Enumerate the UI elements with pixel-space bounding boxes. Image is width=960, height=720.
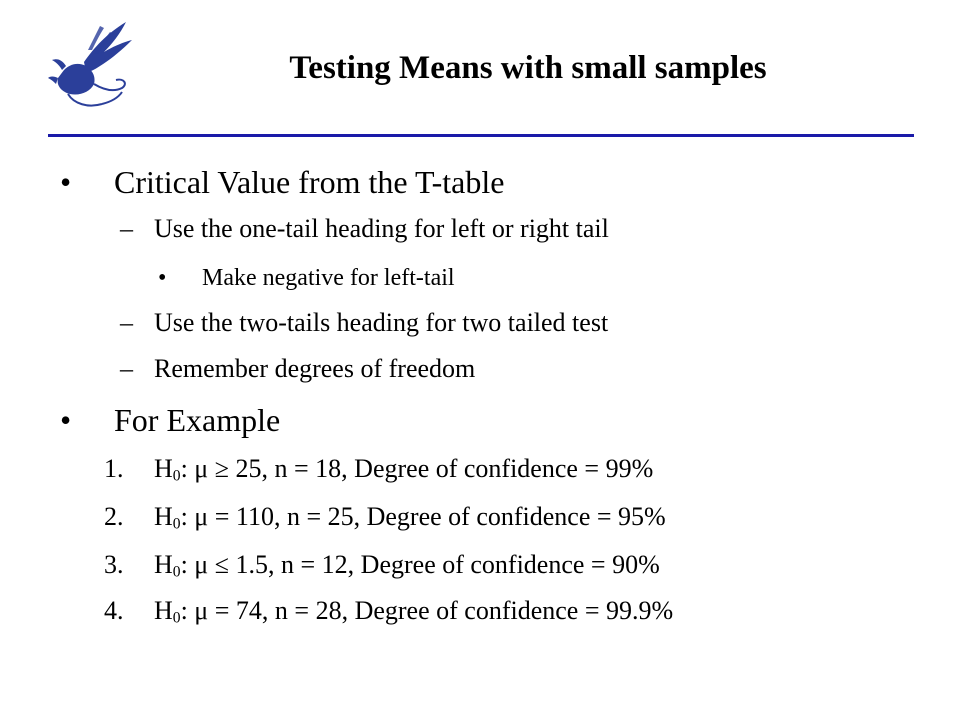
dash-marker: –	[120, 308, 133, 337]
title-divider	[48, 134, 914, 137]
hypothesis-subscript: 0	[172, 467, 181, 485]
number-marker: 3.	[104, 550, 124, 579]
hypothesis-symbol: H	[154, 550, 173, 579]
hypothesis-subscript: 0	[172, 563, 181, 581]
bullet-marker: •	[60, 164, 72, 200]
sub-bullet-text: Use the two-tails heading for two tailed test	[154, 308, 609, 337]
hypothesis-subscript: 0	[172, 609, 181, 627]
example-statement: : μ = 110, n = 25, Degree of confidence = 95%	[180, 502, 666, 531]
number-marker: 1.	[104, 454, 124, 483]
number-marker: 4.	[104, 596, 124, 625]
example-statement: : μ ≤ 1.5, n = 12, Degree of confidence = 90%	[180, 550, 660, 579]
bullet-marker: •	[158, 265, 167, 291]
example-statement: : μ ≥ 25, n = 18, Degree of confidence = 99%	[180, 454, 654, 483]
hypothesis-symbol: H	[154, 454, 173, 483]
example-text	[154, 550, 660, 580]
number-marker: 2.	[104, 502, 124, 531]
example-text	[154, 596, 673, 626]
example-text	[154, 454, 653, 484]
slide-title: Testing Means with small samples	[289, 50, 767, 86]
bullet-marker: •	[60, 402, 72, 438]
example-text	[154, 502, 666, 532]
example-statement: : μ = 74, n = 28, Degree of confidence = 99.9%	[180, 596, 674, 625]
hypothesis-subscript: 0	[172, 515, 181, 533]
hypothesis-symbol: H	[154, 596, 173, 625]
bullet-text: For Example	[114, 402, 281, 438]
sub-bullet-text: Remember degrees of freedom	[154, 354, 476, 383]
dash-marker: –	[120, 214, 133, 243]
sub-bullet-text: Use the one-tail heading for left or right tail	[154, 214, 609, 243]
bullet-text: Critical Value from the T-table	[114, 164, 505, 200]
hypothesis-symbol: H	[154, 502, 173, 531]
dash-marker: –	[120, 354, 133, 383]
sub-sub-bullet-text: Make negative for left-tail	[202, 265, 455, 291]
